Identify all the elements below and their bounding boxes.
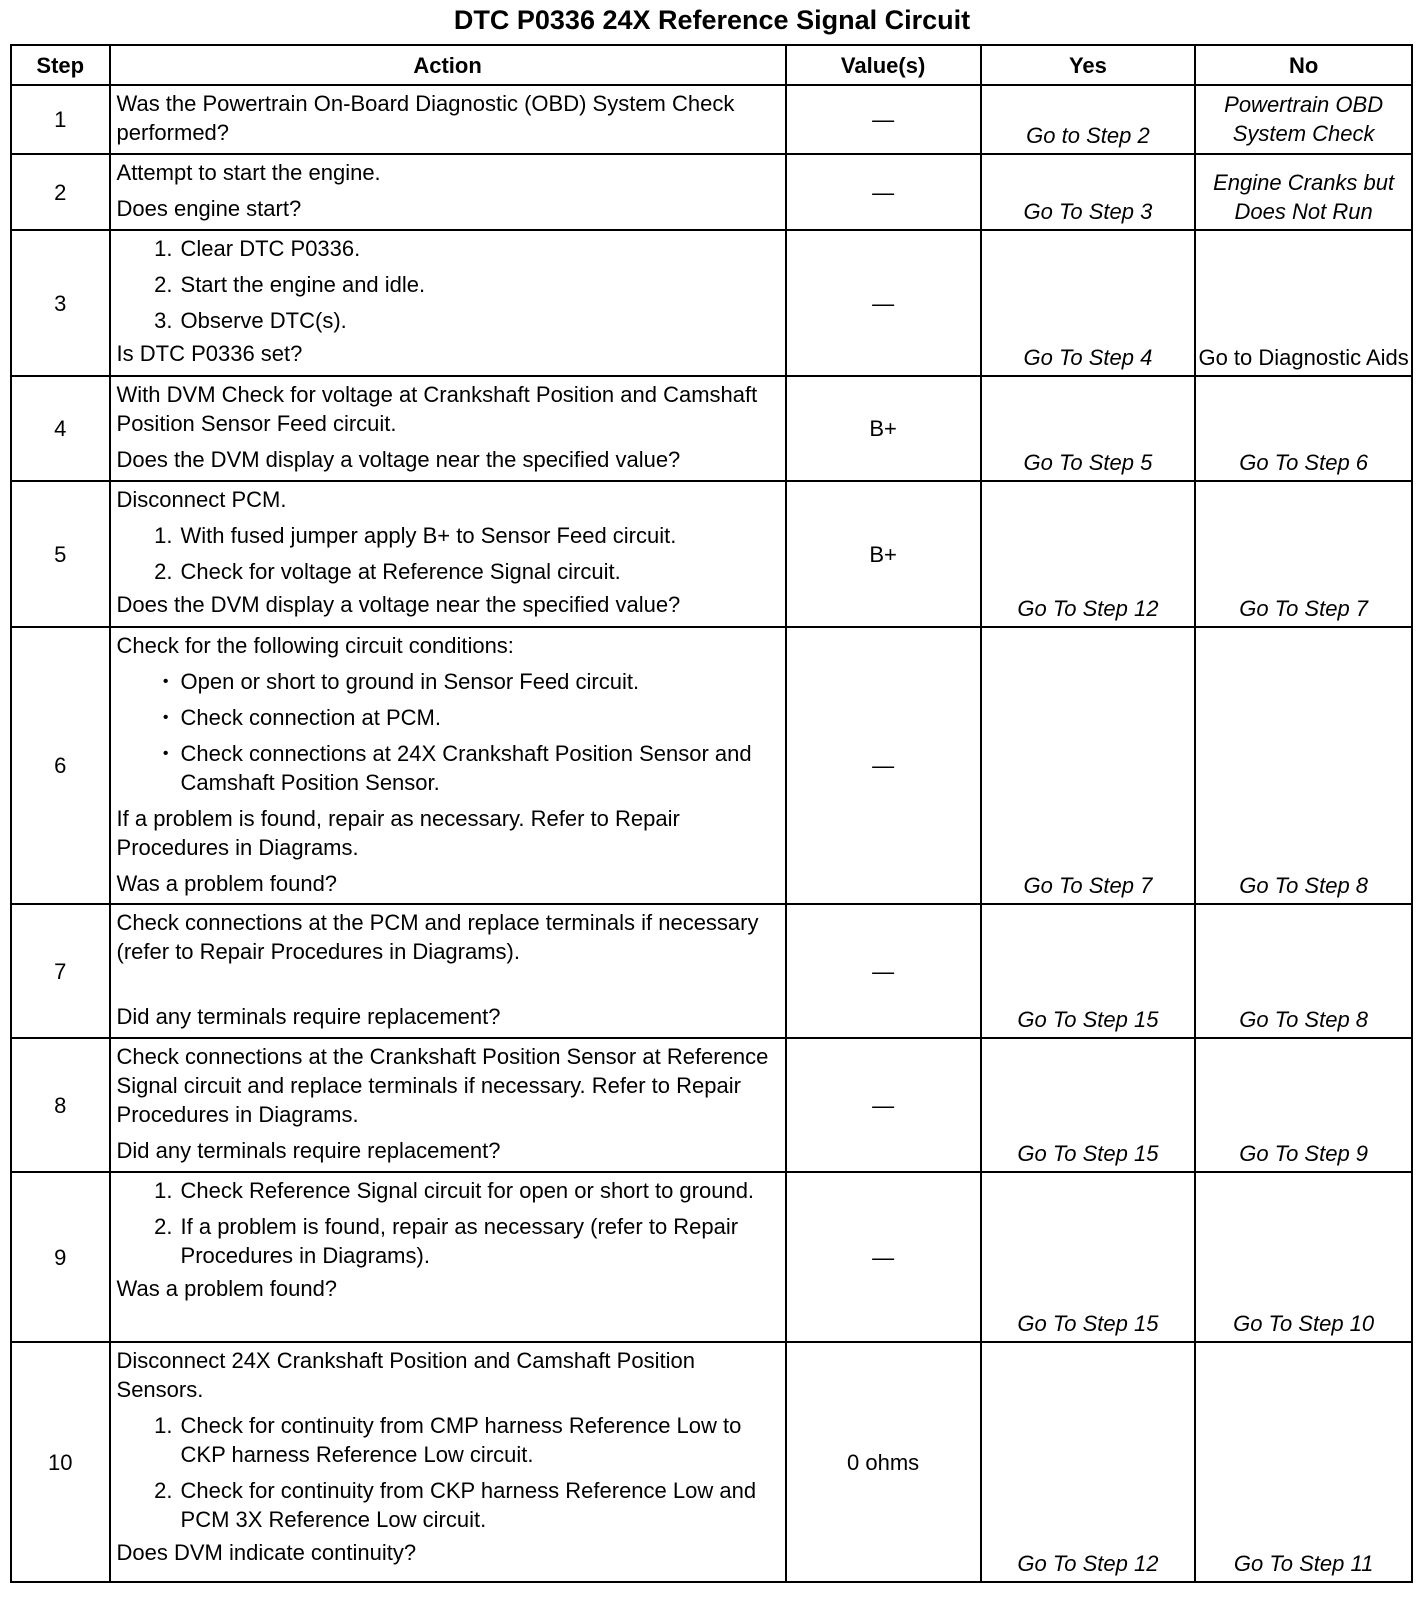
action-text: Was the Powertrain On-Board Diagnostic (OBD) System Check performed? — [116, 91, 735, 145]
list-text: Start the engine and idle. — [180, 272, 426, 297]
action-text: With DVM Check for voltage at Crankshaft Position and Camshaft Position Sensor Feed circuit. — [116, 382, 758, 436]
no-cell: Go To Step 10 — [1195, 1172, 1412, 1342]
step-number: 1 — [11, 85, 110, 154]
table-row — [11, 481, 1412, 627]
step-number: 9 — [11, 1172, 110, 1342]
list-number: 1. — [154, 1413, 173, 1438]
yes-cell: Go to Step 2 — [981, 85, 1196, 154]
action-cell — [110, 154, 786, 230]
action-cell — [110, 1038, 786, 1172]
list-number: 2. — [154, 272, 173, 297]
action-cell — [110, 1172, 786, 1342]
list-item — [117, 703, 781, 732]
action-text: Disconnect 24X Crankshaft Position and Camshaft Position Sensors. — [116, 1348, 695, 1402]
no-cell: Engine Cranks but Does Not Run — [1195, 154, 1412, 230]
list-number: 1. — [154, 523, 173, 548]
action-cell — [110, 481, 786, 627]
yes-cell: Go To Step 5 — [981, 376, 1196, 481]
list-item — [117, 1411, 781, 1469]
value-cell: — — [786, 627, 981, 904]
list-text: Check Reference Signal circuit for open or short to ground. — [180, 1178, 755, 1203]
page-title: DTC P0336 24X Reference Signal Circuit — [453, 5, 971, 35]
action-text: Check for the following circuit conditions: — [116, 633, 514, 658]
list-text: Open or short to ground in Sensor Feed circuit. — [180, 669, 640, 694]
value-cell: — — [786, 1038, 981, 1172]
action-text: Check connections at the Crankshaft Position Sensor at Reference Signal circuit and replace terminals if necessary. Refer to Repair Procedures in Diagrams. — [116, 1044, 769, 1127]
no-cell: Powertrain OBD System Check — [1195, 85, 1412, 154]
list-text: Check for continuity from CKP harness Reference Low and PCM 3X Reference Low circuit. — [180, 1478, 757, 1532]
list-text: Check connections at 24X Crankshaft Position Sensor and Camshaft Position Sensor. — [180, 741, 752, 795]
step-number: 8 — [11, 1038, 110, 1172]
table-row — [11, 376, 1412, 481]
list-item — [117, 1176, 781, 1205]
action-question: Did any terminals require replacement? — [116, 1004, 501, 1029]
action-text: Check connections at the PCM and replace terminals if necessary (refer to Repair Procedures in Diagrams). — [116, 910, 759, 964]
yes-cell: Go To Step 15 — [981, 1038, 1196, 1172]
no-cell: Go To Step 8 — [1195, 627, 1412, 904]
action-question: Was a problem found? — [116, 1276, 338, 1301]
action-question: Was a problem found? — [116, 871, 338, 896]
value-cell: B+ — [786, 376, 981, 481]
list-number: 2. — [154, 1478, 173, 1503]
action-cell — [110, 376, 786, 481]
table-row — [11, 1172, 1412, 1342]
yes-cell: Go To Step 15 — [981, 1172, 1196, 1342]
action-question: Does engine start? — [116, 196, 302, 221]
list-item — [117, 739, 781, 797]
header-row — [11, 45, 1412, 85]
header-action: Action — [110, 45, 786, 85]
action-note: If a problem is found, repair as necessary. Refer to Repair Procedures in Diagrams. — [116, 806, 680, 860]
bullet-icon: • — [162, 745, 169, 762]
no-cell: Go To Step 7 — [1195, 481, 1412, 627]
action-cell — [110, 904, 786, 1038]
list-text: Check for continuity from CMP harness Reference Low to CKP harness Reference Low circuit. — [180, 1413, 742, 1467]
value-cell: 0 ohms — [786, 1342, 981, 1582]
value-cell: — — [786, 154, 981, 230]
list-text: With fused jumper apply B+ to Sensor Feed circuit. — [180, 523, 677, 548]
spacer — [117, 966, 781, 1002]
action-question: Did any terminals require replacement? — [116, 1138, 501, 1163]
list-item — [117, 557, 781, 586]
action-question: Does DVM indicate continuity? — [116, 1540, 417, 1565]
list-item — [117, 1476, 781, 1534]
action-cell — [110, 85, 786, 154]
table-row — [11, 1342, 1412, 1582]
list-text: Observe DTC(s). — [180, 308, 347, 333]
step-number: 10 — [11, 1342, 110, 1582]
header-step: Step — [11, 45, 110, 85]
yes-cell: Go To Step 12 — [981, 481, 1196, 627]
table-row — [11, 627, 1412, 904]
action-text: Disconnect PCM. — [116, 487, 287, 512]
table-row — [11, 85, 1412, 154]
table-row — [11, 230, 1412, 376]
yes-cell: Go To Step 7 — [981, 627, 1196, 904]
list-text: Clear DTC P0336. — [180, 236, 361, 261]
step-number: 3 — [11, 230, 110, 376]
action-cell — [110, 627, 786, 904]
table-row — [11, 1038, 1412, 1172]
step-number: 4 — [11, 376, 110, 481]
yes-cell: Go To Step 15 — [981, 904, 1196, 1038]
diagnostic-table — [10, 44, 1413, 1583]
list-item — [117, 667, 781, 696]
list-text: Check connection at PCM. — [180, 705, 441, 730]
step-number: 6 — [11, 627, 110, 904]
bullet-icon: • — [162, 673, 169, 690]
action-question: Does the DVM display a voltage near the specified value? — [116, 447, 681, 472]
no-cell: Go To Step 11 — [1195, 1342, 1412, 1582]
table-row — [11, 154, 1412, 230]
bullet-icon: • — [162, 709, 169, 726]
list-text: Check for voltage at Reference Signal circuit. — [180, 559, 621, 584]
value-cell: — — [786, 230, 981, 376]
yes-cell: Go To Step 12 — [981, 1342, 1196, 1582]
no-cell: Go to Diagnostic Aids — [1195, 230, 1412, 376]
step-number: 5 — [11, 481, 110, 627]
no-cell: Go To Step 9 — [1195, 1038, 1412, 1172]
list-item — [117, 521, 781, 550]
value-cell: B+ — [786, 481, 981, 627]
header-no: No — [1195, 45, 1412, 85]
list-number: 3. — [154, 308, 173, 333]
list-number: 2. — [154, 559, 173, 584]
list-text: If a problem is found, repair as necessary (refer to Repair Procedures in Diagrams). — [180, 1214, 739, 1268]
table-row — [11, 904, 1412, 1038]
no-cell: Go To Step 6 — [1195, 376, 1412, 481]
action-question: Does the DVM display a voltage near the specified value? — [116, 592, 681, 617]
list-number: 2. — [154, 1214, 173, 1239]
list-number: 1. — [154, 1178, 173, 1203]
step-number: 7 — [11, 904, 110, 1038]
step-number: 2 — [11, 154, 110, 230]
value-cell: — — [786, 85, 981, 154]
header-yes: Yes — [981, 45, 1196, 85]
list-item — [117, 1212, 781, 1270]
action-question: Is DTC P0336 set? — [116, 341, 303, 366]
action-cell — [110, 230, 786, 376]
no-cell: Go To Step 8 — [1195, 904, 1412, 1038]
header-values: Value(s) — [786, 45, 981, 85]
value-cell: — — [786, 904, 981, 1038]
yes-cell: Go To Step 4 — [981, 230, 1196, 376]
list-number: 1. — [154, 236, 173, 261]
list-item — [117, 234, 781, 263]
action-text: Attempt to start the engine. — [116, 160, 381, 185]
list-item — [117, 270, 781, 299]
action-cell — [110, 1342, 786, 1582]
value-cell: — — [786, 1172, 981, 1342]
yes-cell: Go To Step 3 — [981, 154, 1196, 230]
list-item — [117, 306, 781, 335]
